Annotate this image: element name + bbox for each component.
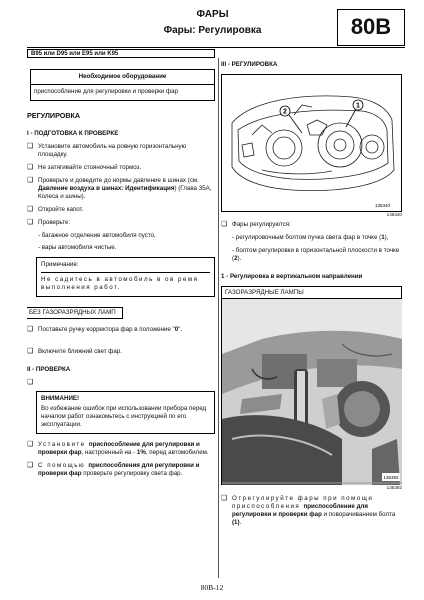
checklist-item: ❑ Не затягивайте стояночный тормоз. (27, 163, 142, 171)
sub-bullet: - регулировочным болтом пучка света фар в точке (1), (232, 233, 389, 241)
checkbox-icon: ❑ (27, 326, 34, 334)
warning-box (36, 391, 215, 434)
checklist-item: ❑ Установите автомобиль на ровную горизонтальную площадку. (27, 143, 187, 158)
checklist-item: ❑ Проверьте и доведите до нормы давление в шинах (см. Давление воздуха в шинах: Идентификация) (Глава 35А, Колеса и шины). (27, 176, 212, 200)
figure-number: 135392 (386, 485, 402, 491)
warning-body: Во избежание ошибок при использовании прибора перед началом работ ознакомьтесь с инструкцией по его эксплуатации. (41, 405, 207, 429)
headlamp-drawing (222, 75, 402, 212)
step-1-title: I - ПОДГОТОВКА К ПРОВЕРКЕ (27, 130, 119, 138)
checkbox-icon: ❑ (221, 495, 228, 503)
equipment-header: Необходимое оборудование (31, 70, 214, 85)
checklist-item: ❑ Фары регулируются: (221, 220, 291, 228)
headlamp-figure (221, 74, 402, 212)
sub-bullet: - болтом регулировки в горизонтальной плоскости в точке (2). (232, 246, 400, 262)
left-column (27, 69, 215, 483)
checklist-item: ❑ Откройте капот. (27, 205, 84, 213)
checklist-item: ❑ Установите приспособление для регулировки и проверки фар, настроенный на - 1%, перед автомобилем. (27, 441, 209, 456)
vehicle-applicability: B95 или D95 или E95 или K95 (27, 49, 215, 58)
step-3-title: III - РЕГУЛИРОВКА (221, 61, 278, 68)
header-rule (27, 47, 405, 48)
note-body: Не садитесь в автомобиль в ов ремя выполнения работ. (41, 276, 199, 292)
no-gas-lamps-tab: БЕЗ ГАЗОРАЗРЯДНЫХ ЛАМП (27, 307, 123, 319)
equipment-body: приспособление для регулировки и проверки фар (34, 87, 178, 95)
page-number: 80B-12 (200, 583, 224, 592)
page-title: ФАРЫ (196, 9, 229, 20)
engine-bay-photo (221, 298, 402, 485)
gas-lamps-label: ГАЗОРАЗРЯДНЫЕ ЛАМПЫ (221, 286, 402, 299)
checkbox-icon: ❑ (27, 143, 34, 151)
checklist-item: ❑ Включите ближний свет фар. (27, 348, 122, 356)
checklist-item (27, 379, 215, 386)
step-2-title: II - ПРОВЕРКА (27, 366, 71, 374)
checkbox-icon: ❑ (221, 220, 228, 228)
figure-inner-number: 135340 (374, 202, 390, 208)
callout-2: 2 (283, 108, 287, 116)
tire-pressure-link[interactable]: Давление воздуха в шинах: Идентификация (38, 184, 175, 192)
equipment-table (30, 69, 215, 101)
checklist-item: ❑ Проверьте: (27, 218, 71, 226)
sub-bullet: - вары автомобиля чистые. (38, 244, 117, 252)
warning-title: ВНИМАНИЕ! (41, 395, 80, 403)
note-box (36, 257, 215, 297)
engine-bay-drawing (222, 299, 402, 485)
checkbox-icon: ❑ (27, 163, 34, 171)
checkbox-icon: ❑ (27, 461, 34, 469)
checklist-item: ❑ Поставьте ручку корректора фар в положение "0". (27, 326, 183, 334)
callout-1: 1 (356, 102, 360, 110)
page-subtitle: Фары: Регулировка (163, 24, 262, 36)
checkbox-icon: ❑ (27, 176, 34, 184)
checklist-item: ❑ Отрегулируйте фары при помощи приспособления приспособление для регулировки и проверки фар и поворачиванием болта (1). (221, 495, 396, 527)
checkbox-icon: ❑ (27, 205, 34, 213)
step-4-title: 1 - Регулировка в вертикальном направлении (221, 272, 363, 280)
sub-bullet: - багажное отделение автомобиля пусто, (38, 231, 156, 239)
checkbox-icon: ❑ (27, 348, 34, 356)
section-code-box: 80B (337, 9, 405, 46)
right-column (221, 61, 405, 532)
checklist-item: ❑ С помощью приспособления для регулировки и проверки фар проверьте регулировку света фар. (27, 461, 200, 477)
figure-number: 135340 (386, 211, 402, 217)
checkbox-icon: ❑ (27, 218, 34, 226)
checkbox-icon: ❑ (27, 378, 34, 386)
figure-inner-number: 135392 (383, 475, 399, 481)
note-title: Примечание: (41, 261, 210, 273)
column-divider (218, 58, 219, 578)
section-title: РЕГУЛИРОВКА (27, 110, 81, 120)
checkbox-icon: ❑ (27, 441, 34, 449)
